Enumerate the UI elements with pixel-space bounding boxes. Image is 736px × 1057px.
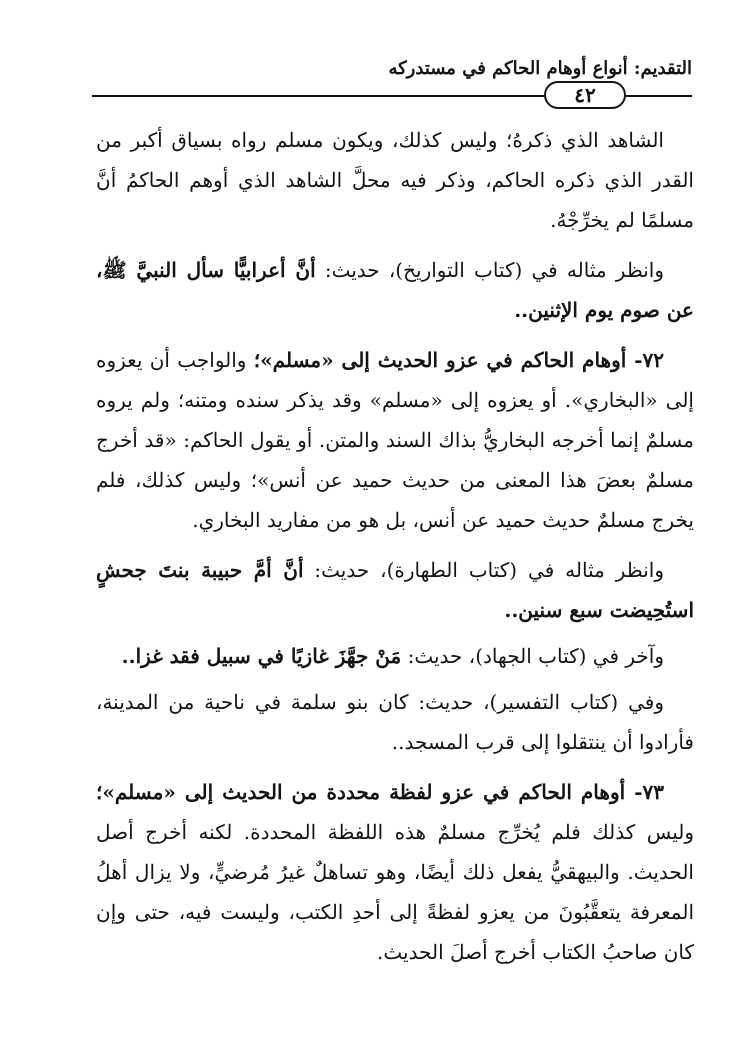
paragraph-2-hadith: أنَّ أعرابيًّا سأل النبيَّ ﷺ، عن صوم يوم الإثنين.. [96,258,694,322]
section-72-text: والواجب أن يعزوه إلى «البخاري». أو يعزوه إلى «مسلم» وقد يذكر سنده ومتنه؛ ولم يروه مسلمٌ إنما أخرجه البخاريُّ بذاك السند والمتن. أو يقول الحاكم: «قد أخرج مسلمٌ بعضَ هذا المعنى من حديث حميد عن أنس»؛ وليس كذلك، فلم يخرج مسلمٌ حديث حميد عن أنس، بل هو من مفاريد البخاري. [96,348,694,532]
section-73-heading: ٧٣- أوهام الحاكم في عزو لفظة محددة من الحديث إلى «مسلم»؛ [96,780,664,804]
header-rule-right [626,95,692,97]
paragraph-4-intro: وانظر مثاله في (كتاب الطهارة)، حديث: [303,558,664,582]
section-72-heading: ٧٢- أوهام الحاكم في عزو الحديث إلى «مسلم»؛ [253,348,664,372]
page-number: ٤٢ [544,81,626,109]
section-73-text: وليس كذلك فلم يُخرِّج مسلمٌ هذه اللفظة المحددة. لكنه أخرج أصل الحديث. والبيهقيُّ يفعل ذلك أيضًا، وهو تساهلٌ غيرُ مُرضيٍّ، ولا يزال أهلُ المعرفة يتعقَّبُونَ من يعزو لفظةً إلى أحدِ الكتب، وليست فيه، حتى وإن كان صاحبُ الكتاب أخرج أصلَ الحديث. [96,820,694,964]
paragraph-5 [96,636,694,676]
paragraph-2-intro: وانظر مثاله في (كتاب التواريخ)، حديث: [315,258,665,282]
header-rule-left [92,95,544,97]
paragraph-6-text: وفي (كتاب التفسير)، حديث: كان بنو سلمة في ناحية من المدينة، فأرادوا أن ينتقلوا إلى قرب المسجد.. [96,690,694,754]
page-header [92,48,692,123]
paragraph-4-hadith: أنَّ أمَّ حبيبة بنتَ جحشٍ استُحِيضت سبع سنين.. [96,558,694,622]
paragraph-4 [96,550,694,630]
section-73 [96,772,694,972]
paragraph-1 [96,120,694,240]
running-title: التقديم: أنواع أوهام الحاكم في مستدركه [388,58,692,79]
paragraph-6 [96,682,694,762]
page-body [96,120,694,982]
paragraph-5-hadith: مَنْ جهَّزَ غازيًا في سبيل فقد غزا.. [121,644,402,668]
section-72 [96,340,694,540]
paragraph-1-text: الشاهد الذي ذكرهُ؛ وليس كذلك، ويكون مسلم رواه بسياق أكبر من القدر الذي ذكره الحاكم، وذكر فيه محلَّ الشاهد الذي أوهم الحاكمُ أنَّ مسلمًا لم يخرِّجْهُ. [96,128,694,232]
paragraph-5-intro: وآخر في (كتاب الجهاد)، حديث: [401,644,664,668]
paragraph-2 [96,250,694,330]
